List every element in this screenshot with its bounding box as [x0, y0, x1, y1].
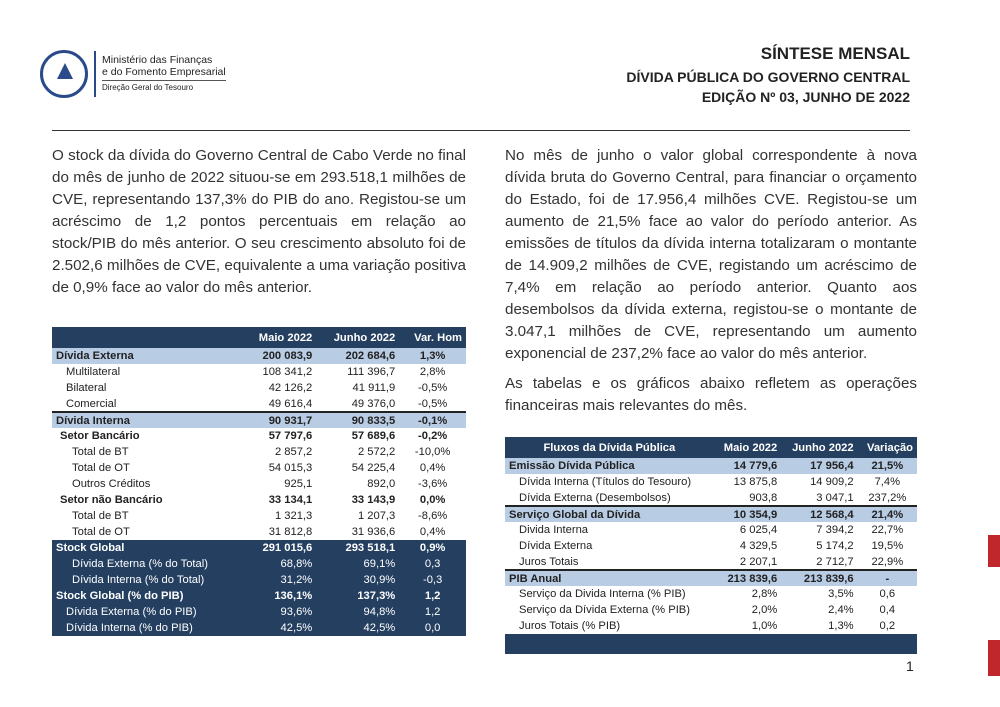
table-cell: Dívida Externa (% do PIB) — [52, 604, 243, 620]
table-row — [52, 492, 466, 508]
table-cell: Dívida Externa (% do Total) — [52, 556, 243, 572]
column-header: Junho 2022 — [781, 437, 857, 458]
table-cell: 0,4% — [419, 462, 446, 474]
table-row — [52, 524, 466, 540]
table-row — [52, 508, 466, 524]
table-cell: 903,8 — [749, 491, 778, 504]
table-cell: Dívida Interna (% do PIB) — [52, 620, 243, 636]
table-row — [52, 364, 466, 380]
table-cell: 93,6% — [243, 604, 316, 620]
table-cell: 42 126,2 — [268, 382, 313, 394]
table-cell: Bilateral — [66, 382, 107, 394]
table-cell: 0,3 — [399, 556, 466, 572]
table-row — [505, 602, 917, 618]
table-cell: 3,5% — [828, 588, 854, 600]
page-number: 1 — [906, 658, 914, 674]
table-cell: 42,5% — [316, 620, 399, 636]
table-cell: Comercial — [66, 397, 117, 410]
table-cell: Dívida Externa — [519, 540, 593, 552]
table-cell: 14 909,2 — [810, 476, 854, 488]
table-cell: 136,1% — [243, 588, 316, 604]
table-cell: Juros Totais (% PIB) — [519, 620, 621, 632]
column-header: Maio 2022 — [243, 327, 316, 348]
table-cell: 14 779,6 — [714, 458, 782, 474]
table-cell: -8,6% — [418, 510, 448, 522]
table-cell: Dívida Interna (Títulos do Tesouro) — [519, 476, 692, 488]
table-row — [52, 396, 466, 412]
table-cell: -3,6% — [418, 478, 448, 490]
table-cell: -0,1% — [399, 412, 466, 428]
table-cell: 0,6 — [879, 588, 896, 600]
table-cell: 10 354,9 — [714, 506, 782, 522]
right-paragraph-2: As tabelas e os gráficos abaixo refletem as operações financeiras mais relevantes do mês. — [505, 375, 917, 414]
table-cell: 3 047,1 — [816, 491, 854, 504]
table-cell: 291 015,6 — [243, 540, 316, 556]
table-cell: 57 797,6 — [268, 430, 313, 442]
column-header: Fluxos da Dívida Pública — [505, 437, 714, 458]
table-cell: 2 712,7 — [816, 555, 854, 568]
divider — [94, 51, 96, 97]
table-cell: 41 911,9 — [352, 382, 396, 394]
column-header: Variação — [858, 437, 917, 458]
table-cell: 17 956,4 — [781, 458, 857, 474]
table-cell: 1,0% — [751, 620, 778, 632]
table-cell: 1 207,3 — [357, 510, 396, 522]
table-cell: 213 839,6 — [714, 570, 782, 586]
table-cell: 13 875,8 — [733, 476, 778, 488]
table-cell: Dívida Interna — [52, 412, 243, 428]
table-cell: Total de OT — [72, 526, 130, 538]
table-row — [505, 522, 917, 538]
table-cell: 2 572,2 — [357, 446, 396, 458]
table-cell: 5 174,2 — [816, 540, 854, 552]
table-cell: -0,5% — [418, 397, 448, 410]
logo-line2: e do Fomento Empresarial — [102, 66, 226, 78]
left-paragraph: O stock da dívida do Governo Central de Cabo Verde no final do mês de junho de 2022 situou-se em 293.518,1 milhões de CVE, representando 137,3% do PIB do ano. Registou-se um acréscimo de 1,2 pontos percentuais em relação ao stock/PIB do mês anterior. O seu crescimento absoluto foi de 2.502,6 milhões de CVE, equivalente a uma variação positiva de 0,9% face ao valor do mês anterior. — [52, 147, 466, 296]
table-cell: 21,4% — [858, 506, 917, 522]
table-cell: Dívida Externa (Desembolsos) — [519, 491, 671, 504]
table-cell: 892,0 — [367, 478, 396, 490]
logo-line3: Direção Geral do Tesouro — [102, 80, 226, 94]
table-cell: - — [858, 570, 917, 586]
table-cell: 0,0% — [419, 494, 446, 506]
table-cell: 4 329,5 — [739, 540, 778, 552]
table-cell: 137,3% — [316, 588, 399, 604]
table-cell: 49 376,0 — [351, 397, 396, 410]
header-edition: EDIÇÃO Nº 03, JUNHO DE 2022 — [701, 89, 910, 105]
table-row — [52, 444, 466, 460]
table-cell: 200 083,9 — [243, 348, 316, 364]
table-cell: -10,0% — [414, 446, 451, 458]
table-header — [505, 437, 917, 458]
table-cell: 2 207,1 — [739, 555, 778, 568]
table-cell: Stock Global — [52, 540, 243, 556]
table-cell: 54 225,4 — [351, 462, 396, 474]
table-cell: 293 518,1 — [316, 540, 399, 556]
table-cell: 22,9% — [871, 555, 904, 568]
table-cell: 7 394,2 — [816, 524, 854, 536]
logo-line1: Ministério das Finanças — [102, 54, 213, 66]
table-row — [505, 618, 917, 634]
table-row — [52, 588, 466, 604]
table-cell: 12 568,4 — [781, 506, 857, 522]
table-cell: Total de BT — [72, 510, 129, 522]
table-cell: 6 025,4 — [739, 524, 778, 536]
table-cell: 237,2% — [868, 491, 907, 504]
table-row — [52, 540, 466, 556]
table-row — [52, 380, 466, 396]
table-cell: -0,5% — [418, 382, 448, 394]
table-cell: 94,8% — [316, 604, 399, 620]
table-row — [52, 604, 466, 620]
table-cell: 1,2 — [399, 588, 466, 604]
stock-table — [52, 327, 466, 636]
accent-bar — [988, 640, 1000, 676]
table-cell: 1,2 — [399, 604, 466, 620]
table-cell: 0,4% — [419, 526, 446, 538]
table-cell: 925,1 — [284, 478, 313, 490]
table-cell: 2,8% — [751, 588, 778, 600]
table-row — [52, 460, 466, 476]
table-cell: 2,8% — [419, 366, 446, 378]
table-cell: 31 936,6 — [351, 526, 396, 538]
table-cell: 54 015,3 — [268, 462, 313, 474]
table-row — [52, 556, 466, 572]
table-cell: 213 839,6 — [781, 570, 857, 586]
table-cell: Dívida Interna (% do Total) — [52, 572, 243, 588]
accent-bar — [988, 535, 1000, 567]
table-cell: 2,4% — [828, 604, 854, 616]
coat-of-arms-icon — [40, 50, 88, 98]
table-row — [505, 506, 917, 522]
header-rule — [52, 130, 910, 131]
table-row — [505, 586, 917, 602]
table-cell: -0,3 — [399, 572, 466, 588]
table-cell: 69,1% — [316, 556, 399, 572]
table-cell: 0,0 — [399, 620, 466, 636]
table-cell: 0,2 — [879, 620, 896, 632]
table-cell: Juros Totais — [519, 555, 579, 568]
table-row — [505, 474, 917, 490]
column-header: Junho 2022 — [316, 327, 399, 348]
table-cell: 57 689,6 — [351, 430, 396, 442]
table-cell: 0,4 — [879, 604, 896, 616]
table-cell: 202 684,6 — [316, 348, 399, 364]
table-footer — [505, 634, 917, 654]
table-row — [505, 554, 917, 570]
table-cell: Multilateral — [66, 366, 121, 378]
column-header: Var. Hom — [399, 327, 466, 348]
column-header: Maio 2022 — [714, 437, 782, 458]
table-cell: Serviço da Divida Interna (% PIB) — [519, 588, 686, 600]
table-cell: PIB Anual — [505, 570, 714, 586]
table-cell: Divida Interna — [519, 524, 589, 536]
table-cell: 30,9% — [316, 572, 399, 588]
table-row — [505, 538, 917, 554]
table-cell: Total de OT — [72, 462, 130, 474]
table-row — [52, 412, 466, 428]
table-cell: Stock Global (% do PIB) — [52, 588, 243, 604]
table-cell: 7,4% — [874, 476, 901, 488]
flows-table — [505, 437, 917, 654]
table-cell: Setor não Bancário — [60, 494, 163, 506]
table-cell: Outros Créditos — [72, 478, 151, 490]
table-cell: 108 341,2 — [262, 366, 313, 378]
table-row — [505, 570, 917, 586]
table-cell: 31,2% — [243, 572, 316, 588]
table-cell: 33 134,1 — [268, 494, 313, 506]
table-cell: 42,5% — [243, 620, 316, 636]
table-header — [52, 327, 466, 348]
table-row — [52, 476, 466, 492]
table-cell: 33 143,9 — [351, 494, 396, 506]
column-header — [52, 327, 243, 348]
header-title: SÍNTESE MENSAL — [760, 44, 910, 63]
table-cell: 0,9% — [399, 540, 466, 556]
table-cell: 2,0% — [751, 604, 778, 616]
table-cell: Total de BT — [72, 446, 129, 458]
table-row — [52, 572, 466, 588]
table-cell: 68,8% — [243, 556, 316, 572]
table-cell: 31 812,8 — [268, 526, 313, 538]
ministry-logo — [40, 50, 226, 98]
table-cell: 21,5% — [858, 458, 917, 474]
table-cell: Emissão Dívida Pública — [505, 458, 714, 474]
table-row — [505, 458, 917, 474]
table-cell: 22,7% — [871, 524, 904, 536]
table-cell: 1,3% — [399, 348, 466, 364]
table-cell: Serviço Global da Dívida — [505, 506, 714, 522]
table-row — [52, 428, 466, 444]
table-cell: 49 616,4 — [268, 397, 313, 410]
table-cell: -0,2% — [418, 430, 448, 442]
right-paragraph-1: No mês de junho o valor global correspondente à nova dívida bruta do Governo Central, para financiar o orçamento do Estado, foi de 17.956,4 milhões CVE. Registou-se um aumento de 21,5% face ao valor do período anterior. As emissões de títulos da dívida interna totalizaram o montante de 14.909,2 milhões de CVE, registando um acréscimo de 7,4% em relação ao período anterior. Quanto aos desembolsos da dívida externa, registou-se o montante de 3.047,1 milhões de CVE, representando um aumento exponencial de 237,2% face ao valor do mês anterior. — [505, 147, 917, 362]
table-cell: 111 396,7 — [347, 366, 396, 378]
table-cell: 1 321,3 — [274, 510, 313, 522]
table-cell: 1,3% — [828, 620, 854, 632]
table-cell: Setor Bancário — [60, 430, 140, 442]
table-cell: Serviço da Dívida Externa (% PIB) — [519, 604, 690, 616]
table-cell: 2 857,2 — [274, 446, 313, 458]
table-cell: 90 931,7 — [243, 412, 316, 428]
header-subtitle: DÍVIDA PÚBLICA DO GOVERNO CENTRAL — [626, 69, 910, 85]
table-cell: Dívida Externa — [52, 348, 243, 364]
table-cell: 19,5% — [871, 540, 904, 552]
table-row — [505, 490, 917, 506]
table-row — [52, 348, 466, 364]
document-header — [626, 44, 910, 107]
table-cell: 90 833,5 — [316, 412, 399, 428]
table-row — [52, 620, 466, 636]
